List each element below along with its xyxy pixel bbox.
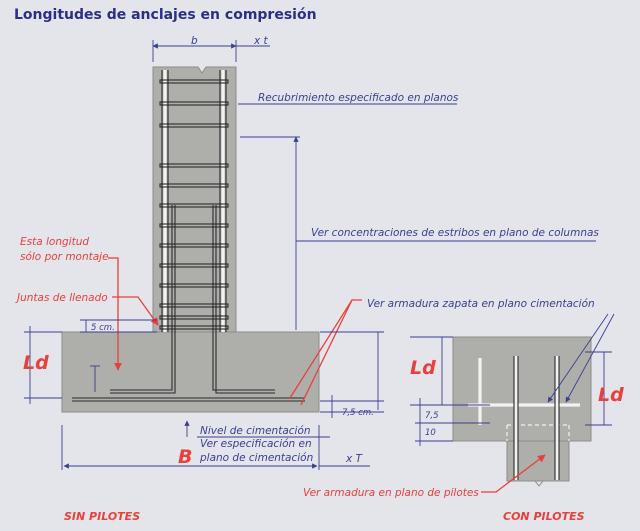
especificacion-label-2: plano de cimentación [200, 452, 314, 464]
ld-right-label-2: Ld [598, 384, 624, 406]
juntas-arrow [112, 297, 158, 325]
caption-sin-pilotes: SIN PILOTES [64, 510, 141, 523]
B-label: B [178, 446, 193, 468]
footing-slab [62, 332, 319, 412]
dim-5cm-label: 5 cm. [91, 323, 115, 333]
ld-right-label-1: Ld [410, 357, 436, 379]
dim-b-label: b [191, 35, 198, 47]
esta-longitud-label-1: Esta longitud [20, 236, 90, 248]
dim-7-5-label: 7,5 [425, 411, 439, 421]
concentraciones-label: Ver concentraciones de estribos en plano de columnas [311, 227, 599, 239]
armadura-zapata-label: Ver armadura zapata en plano cimentación [367, 298, 595, 310]
recubrimiento-label: Recubrimiento especificado en planos [258, 92, 459, 104]
juntas-label: Juntas de llenado [17, 292, 108, 304]
dim-b [153, 40, 270, 62]
esta-longitud-label-2: sólo por montaje [20, 251, 109, 263]
dim-7-5cm-label: 7,5 cm. [342, 408, 374, 418]
nivel-label: Nivel de cimentación [200, 425, 311, 437]
caption-con-pilotes: CON PILOTES [503, 510, 585, 523]
armadura-pilotes-label: Ver armadura en plano de pilotes [303, 487, 479, 499]
dim-10-label: 10 [425, 428, 436, 438]
page-title: Longitudes de anclajes en compresión [14, 7, 317, 23]
xT-label: x T [346, 453, 362, 465]
especificacion-label-1: Ver especificación en [200, 438, 312, 450]
dim-xt-label: x t [254, 35, 268, 47]
ld-left-label: Ld [23, 352, 49, 374]
